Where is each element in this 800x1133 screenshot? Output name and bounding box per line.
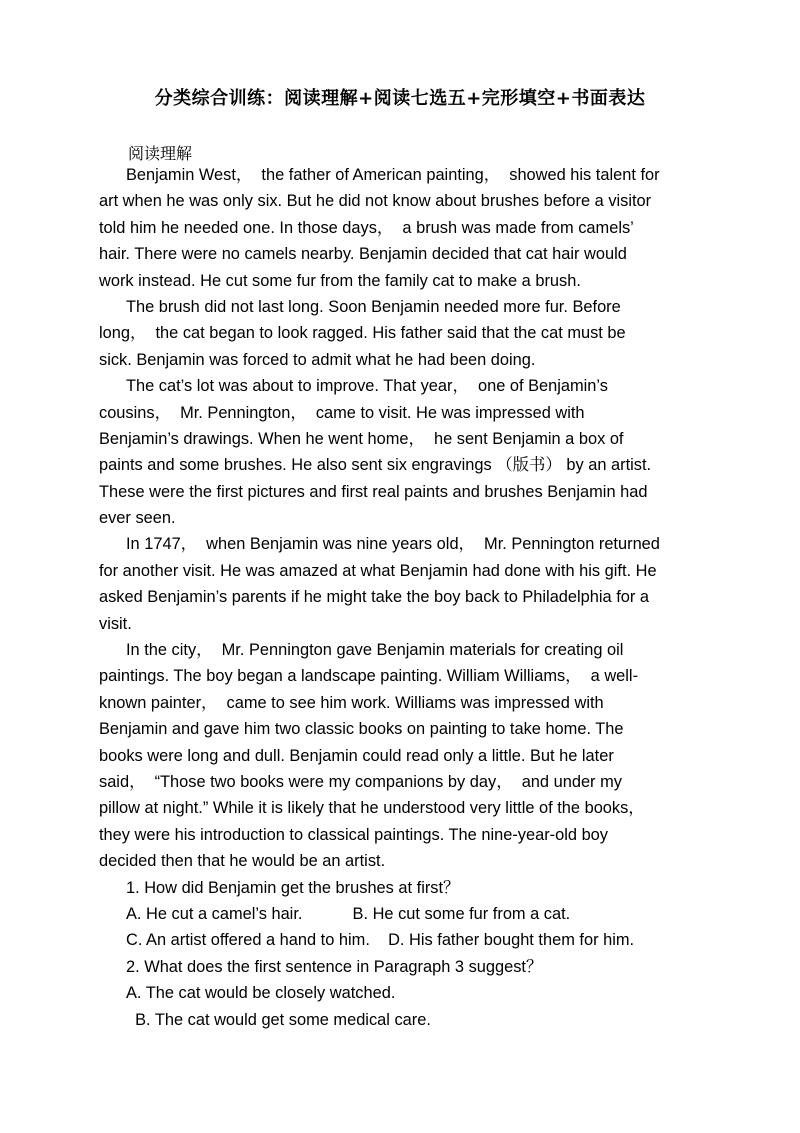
paragraph	[99, 531, 705, 637]
question-option: A. The cat would be closely watched.	[126, 984, 396, 1003]
body-text	[99, 162, 705, 1033]
paragraph	[99, 373, 705, 531]
text-line: paints and some brushes. He also sent six engravings （版书） by an artist.	[99, 456, 652, 475]
text-line: said， “Those two books were my companions by day， and under my	[99, 772, 622, 791]
text-line: decided then that he would be an artist.	[99, 852, 386, 871]
text-line: told him he needed one. In those days， a brush was made from camels’	[99, 218, 634, 237]
paragraph	[99, 162, 705, 294]
text-line: In 1747， when Benjamin was nine years old， Mr. Pennington returned	[126, 535, 660, 554]
question-stem: 2. What does the first sentence in Paragraph 3 suggest？	[126, 957, 543, 976]
text-line: hair. There were no camels nearby. Benjamin decided that cat hair would	[99, 245, 627, 264]
question-1	[99, 875, 705, 954]
text-line: The cat’s lot was about to improve. That year， one of Benjamin’s	[126, 377, 608, 396]
text-line: cousins， Mr. Pennington， came to visit. He was impressed with	[99, 403, 585, 422]
question-stem: 1. How did Benjamin get the brushes at first？	[126, 878, 460, 897]
text-line: pillow at night.” While it is likely that he understood very little of the books，	[99, 799, 645, 818]
text-line: paintings. The boy began a landscape painting. William Williams， a well-	[99, 667, 639, 686]
text-line: known painter， came to see him work. Williams was impressed with	[99, 693, 604, 712]
text-line: Benjamin and gave him two classic books on painting to take home. The	[99, 720, 624, 739]
text-line: In the city， Mr. Pennington gave Benjamin materials for creating oil	[126, 641, 624, 660]
paragraph	[99, 637, 705, 875]
question-options: C. An artist offered a hand to him. D. His father bought them for him.	[126, 931, 635, 950]
text-line: These were the first pictures and first real paints and brushes Benjamin had	[99, 482, 648, 501]
text-line: they were his introduction to classical paintings. The nine-year-old boy	[99, 825, 608, 844]
text-line: long， the cat began to look ragged. His father said that the cat must be	[99, 324, 626, 343]
text-line: for another visit. He was amazed at what Benjamin had done with his gift. He	[99, 561, 657, 580]
text-line: ever seen.	[99, 509, 176, 528]
question-options: A. He cut a camel’s hair. B. He cut some fur from a cat.	[126, 904, 571, 923]
text-line: books were long and dull. Benjamin could read only a little. But he later	[99, 746, 614, 765]
text-line: The brush did not last long. Soon Benjamin needed more fur. Before	[126, 297, 621, 316]
text-line: visit.	[99, 614, 132, 633]
text-line: work instead. He cut some fur from the family cat to make a brush.	[99, 271, 581, 290]
question-option: B. The cat would get some medical care.	[126, 1010, 431, 1029]
text-line: asked Benjamin’s parents if he might take the boy back to Philadelphia for a	[99, 588, 650, 607]
question-2	[99, 954, 705, 1033]
page-title: 分类综合训练：阅读理解+阅读七选五+完形填空+书面表达	[154, 88, 646, 109]
text-line: Benjamin West， the father of American painting， showed his talent for	[126, 166, 660, 184]
text-line: Benjamin’s drawings. When he went home， he sent Benjamin a box of	[99, 429, 624, 448]
paragraph	[99, 294, 705, 373]
section-label: 阅读理解	[128, 144, 193, 163]
text-line: art when he was only six. But he did not know about brushes before a visitor	[99, 192, 652, 211]
text-line: sick. Benjamin was forced to admit what he had been doing.	[99, 350, 536, 369]
